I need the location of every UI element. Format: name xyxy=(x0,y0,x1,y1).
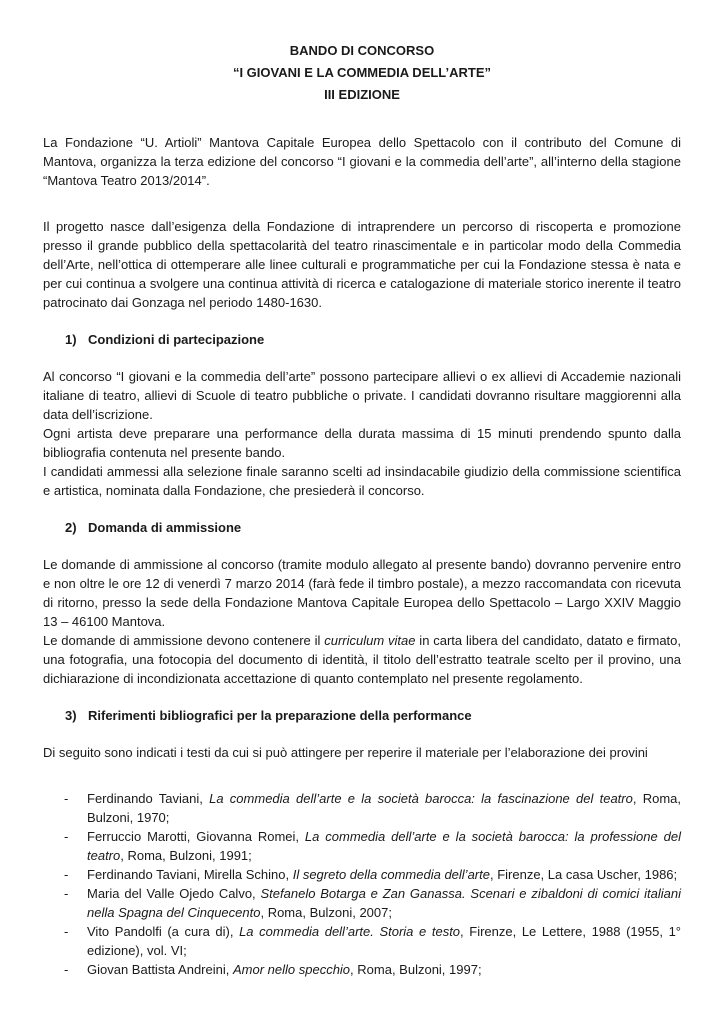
author: Giovan Battista Andreini, xyxy=(87,962,233,977)
book-title: La commedia dell’arte e la società barocca: la professione del teatro xyxy=(87,829,681,863)
publication-info: , Firenze, La casa Uscher, 1986; xyxy=(489,867,678,882)
section-1-paragraph-1: Al concorso “I giovani e la commedia dell’arte” possono partecipare allievi o ex allievi di Accademie nazionali italiane di teatro, allievi di Scuole di teatro pubbliche o private. I candidati dovranno risultare maggiorenni alla data dell’iscrizione. xyxy=(43,369,681,422)
bibliography-item xyxy=(64,865,681,884)
italic-run: curriculum vitae xyxy=(324,633,416,648)
bibliography-item xyxy=(64,789,681,827)
author: Maria del Valle Ojedo Calvo, xyxy=(87,886,261,901)
section-heading-3 xyxy=(43,706,681,725)
section-2-paragraph-1: Le domande di ammissione al concorso (tramite modulo allegato al presente bando) dovranno pervenire entro e non oltre le ore 12 di venerdì 7 marzo 2014 (farà fede il timbro postale), a mezzo raccomandata con ricevuta di ritorno, presso la sede della Fondazione Mantova Capitale Europea dello Spettacolo – Largo XXIV Maggio 13 – 46100 Mantova. xyxy=(43,557,681,629)
author: Ferruccio Marotti, Giovanna Romei, xyxy=(87,829,305,844)
intro-paragraph-1: La Fondazione “U. Artioli” Mantova Capitale Europea dello Spettacolo con il contributo del Comune di Mantova, organizza la terza edizione del concorso “I giovani e la commedia dell’arte”, all’interno della stagione “Mantova Teatro 2013/2014”. xyxy=(43,135,681,188)
bibliography-item xyxy=(64,960,681,979)
section-1-paragraph-2: Ogni artista deve preparare una performance della durata massima di 15 minuti prendendo spunto dalla bibliografia contenuta nel presente bando. xyxy=(43,426,681,460)
bibliography-item xyxy=(64,922,681,960)
book-title: Il segreto della commedia dell’arte xyxy=(292,867,490,882)
title-block xyxy=(43,40,681,106)
publication-info: , Roma, Bulzoni, 1991; xyxy=(120,848,252,863)
title-line-1: BANDO DI CONCORSO xyxy=(289,43,435,58)
section-heading-2 xyxy=(43,518,681,537)
section-title: Condizioni di partecipazione xyxy=(88,332,265,347)
bibliography-item xyxy=(64,884,681,922)
section-number: 1) xyxy=(65,332,77,347)
section-title: Riferimenti bibliografici per la preparazione della performance xyxy=(88,708,472,723)
section-3-intro: Di seguito sono indicati i testi da cui si può attingere per reperire il materiale per l’elaborazione dei provini xyxy=(43,745,648,760)
author: Vito Pandolfi (a cura di), xyxy=(87,924,240,939)
publication-info: , Firenze, Le Lettere, 1988 (1955, 1° edizione), vol. VI; xyxy=(87,924,681,958)
publication-info: , Roma, Bulzoni, 1970; xyxy=(87,791,682,825)
book-title: Amor nello specchio xyxy=(232,962,351,977)
section-number: 3) xyxy=(65,708,77,723)
intro-paragraph-2: Il progetto nasce dall’esigenza della Fondazione di intraprendere un percorso di riscoperta e promozione presso il grande pubblico della spettacolarità del teatro rinascimentale e in particolar modo della Commedia dell’Arte, nell’ottica di ottemperare alle linee culturali e programmatiche per cui la Fondazione stessa è nata e per cui continua a svolgere una continua attività di ricerca e catalogazione di materiale storico inerente il teatro patrocinato dai Gonzaga nel periodo 1480-1630. xyxy=(43,219,681,310)
section-title: Domanda di ammissione xyxy=(88,520,242,535)
book-title: La commedia dell’arte. Storia e testo xyxy=(239,924,461,939)
bibliography-item xyxy=(64,827,681,865)
author: Ferdinando Taviani, Mirella Schino, xyxy=(87,867,293,882)
book-title: Stefanelo Botarga e Zan Ganassa. Scenari e zibaldoni di comici italiani nella Spagna del Cinquecento xyxy=(87,886,681,920)
title-line-2: “I GIOVANI E LA COMMEDIA DELL’ARTE” xyxy=(232,65,492,80)
section-1-paragraph-3: I candidati ammessi alla selezione finale saranno scelti ad insindacabile giudizio della commissione scientifica e artistica, nominata dalla Fondazione, che presiederà il concorso. xyxy=(43,464,681,498)
book-title: La commedia dell’arte e la società barocca: la fascinazione del teatro xyxy=(209,791,633,806)
publication-info: , Roma, Bulzoni, 2007; xyxy=(260,905,392,920)
section-heading-1 xyxy=(43,330,681,349)
section-2-paragraph-2 xyxy=(43,631,681,688)
text-run: Le domande di ammissione devono contenere il xyxy=(43,633,325,648)
text-run: in carta libera del candidato, datato e firmato, una fotografia, una fotocopia del documento di identità, il titolo dell’estratto teatrale scelto per il provino, una dichiarazione di incondizionata accettazione di quanto contemplato nel presente regolamento. xyxy=(43,633,681,686)
publication-info: , Roma, Bulzoni, 1997; xyxy=(350,962,482,977)
section-number: 2) xyxy=(65,520,77,535)
author: Ferdinando Taviani, xyxy=(87,791,210,806)
title-line-3: III EDIZIONE xyxy=(324,87,400,102)
bibliography-list xyxy=(43,789,681,979)
